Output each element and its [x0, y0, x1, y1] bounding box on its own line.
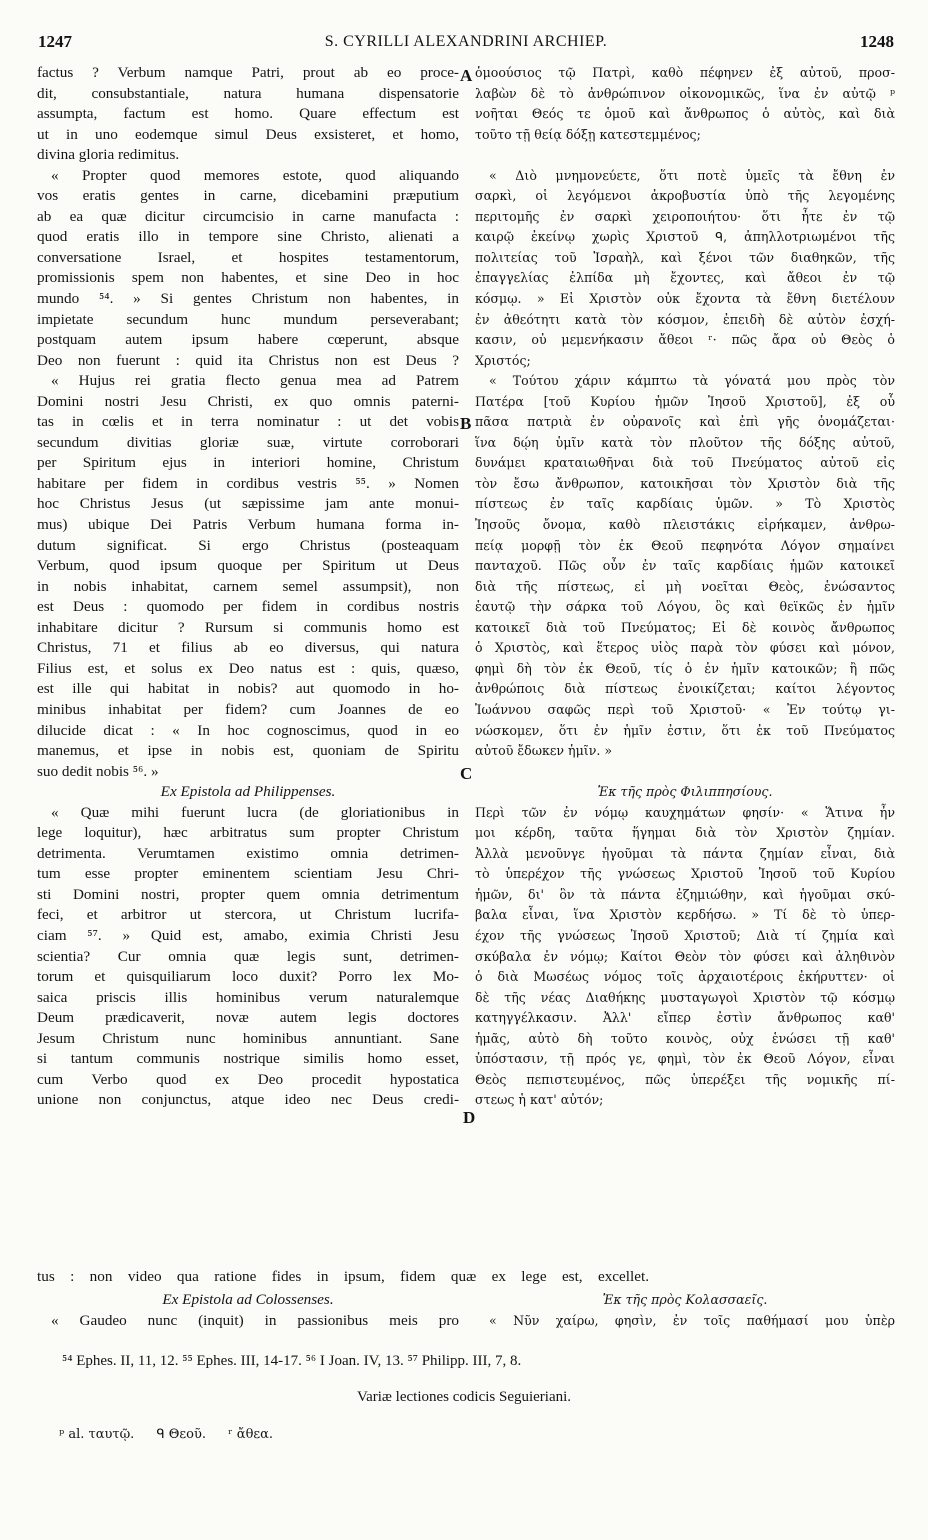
text-line: λαβὼν δὲ τὸ ἀνθρώπινον οἰκονομικῶς, ἵνα ἐν αὐτῷ ᵖ	[475, 85, 895, 101]
text-line: dutum significat. Si ergo Christus (posteaquam	[37, 536, 459, 554]
page-title: S. CYRILLI ALEXANDRINI ARCHIEP.	[324, 33, 608, 50]
section-heading: Ex Epistola ad Philippenses.	[160, 783, 336, 801]
text-line: αὐτοῦ ἔδωκεν ἡμῖν. »	[475, 743, 613, 759]
text-line: factus ? Verbum namque Patri, prout ab eo proce-	[37, 64, 459, 81]
text-line: σαρκὶ, οἱ λεγόμενοι ἀκροβυστία ὑπὸ τῆς λεγομένης	[475, 188, 895, 204]
text-line: περιτομῆς ἐν σαρκὶ χειροποιήτου· ὅτι ἦτε ἐν τῷ	[475, 208, 895, 224]
text-line: κασιν, οὐ μεμενήκασιν ἄθεοι ʳ· πῶς ἄρα οὐ Θεὸς ὁ	[475, 332, 895, 348]
section-heading: Ἐκ τῆς πρὸς Κολασσαεῖς.	[602, 1292, 768, 1307]
text-line: τὸ ὑπερέχον τῆς γνώσεως Χριστοῦ Ἰησοῦ τοῦ Κυρίου	[475, 866, 895, 882]
variant-readings-list	[59, 1427, 291, 1442]
text-line: Filius est, et solus ex Deo natus est : quis, quæso,	[37, 659, 459, 677]
text-line: πολιτείας τοῦ Ἰσραὴλ, καὶ ξένοι τῶν διαθηκῶν, τῆς	[475, 249, 895, 265]
text-line: Deo non fuerunt : quid ita Christus non est Deus ?	[37, 351, 459, 369]
text-line: « Propter quod memores estote, quod aliquando	[51, 166, 459, 184]
page-header	[38, 32, 894, 58]
text-line: έχον τῆς γνώσεως Ἰησοῦ Χριστοῦ; Διὰ τί ζημία καὶ	[475, 927, 895, 943]
text-line: assumpta, factum est homo. Quare effectum est	[37, 105, 459, 123]
text-line: ἡμᾶς, αὐτὸ δὴ τοῦτο κοινὸς, οὐχ ἑνώσει τῇ καθ'	[475, 1030, 895, 1046]
text-line: σκύβαλα ἐν νόμῳ; Καίτοι Θεὸν τὸν φύσει καὶ ἀληθινὸν	[475, 948, 895, 964]
text-line: mus) ubique Dei Patris Verbum humana forma in-	[37, 516, 459, 534]
text-line: per Spiritum ejus in interiori homine, Christum	[37, 454, 459, 472]
text-line: manemus, et ipse in nobis est, quoniam de Spiritu	[37, 742, 459, 760]
text-line	[475, 145, 895, 166]
text-line: πείᾳ μορφῇ τὸν ἐκ Θεοῦ πεφηνότα Λόγον σημαίνει	[475, 537, 895, 553]
text-line: Jesum Christum nunc hominibus annuntiant. Sane	[37, 1029, 459, 1047]
text-line: impietate secundum hunc mundum perseverabant;	[37, 310, 459, 328]
text-line: Πατέρα [τοῦ Κυρίου ἡμῶν Ἰησοῦ Χριστοῦ], ἐξ οὗ	[475, 393, 895, 409]
section-marker-c: C	[460, 764, 473, 783]
text-line: ἐν ἀθεότητι κατὰ τὸν κόσμον, ἐπειδὴ δὲ αὐτὸν ἐσχή-	[475, 311, 895, 327]
text-line: διὰ τῆς πίστεως, εἰ μὴ νοεῖται Θεὸς, ἑνώσαντος	[475, 578, 895, 594]
text-line: secundum divitias gloriæ suæ, virtute corroborari	[37, 433, 459, 451]
text-line: ὁ διὰ Μωσέως νόμος τοῖς ἀρχαιοτέροις ἐκήρυττεν· οἱ	[475, 969, 895, 985]
text-line: ἡμῶν, δι' ὃν τὰ πάντα ἐζημιώθην, καὶ ἡγοῦμαι σκύ-	[475, 886, 895, 902]
text-line: unione non conjunctus, atque ideo nec Deus credi-	[37, 1091, 459, 1109]
text-line: dit, consubstantiale, natura humana dispensatorie	[37, 84, 459, 102]
latin-column-continued	[37, 1290, 459, 1331]
text-line: in nobis inhabitat, carnem semel assumpsit), non	[37, 577, 459, 595]
greek-column	[475, 63, 895, 1111]
section-heading: Ἐκ τῆς πρὸς Φιλιππησίους.	[597, 784, 773, 800]
text-line: « Gaudeo nunc (inquit) in passionibus meis pro	[51, 1311, 459, 1329]
text-line: dilucide dicat : « In hoc cognoscimus, quod in eo	[37, 721, 459, 739]
text-line: « Τούτου χάριν κάμπτω τὰ γόνατά μου πρὸς τὸν	[489, 373, 895, 389]
text-line: Ἰησοῦς ὄνομα, καθὸ πλειστάκις εἰρήκαμεν, ἀνθρω-	[475, 517, 895, 533]
text-line: est ille qui habitat in nobis? aut quomodo in ho-	[37, 680, 459, 698]
text-line: κατηγγέλκασιν. Ἀλλ' εἴπερ ἐστὶν ἄνθρωπος καθ'	[475, 1010, 895, 1026]
section-marker-a: A	[460, 66, 473, 85]
text-line: Χριστός;	[475, 352, 531, 368]
footnote-references: ⁵⁴ Ephes. II, 11, 12. ⁵⁵ Ephes. III, 14-17. ⁵⁶ I Joan. IV, 13. ⁵⁷ Philipp. III, 7, 8.	[62, 1353, 522, 1369]
text-line: ab ea quæ dicitur circumcisio in carne manufacta :	[37, 207, 459, 225]
text-line: quod eratis illo in tempore sine Christo, alienati a	[37, 228, 459, 246]
text-line: divina gloria redimitus.	[37, 146, 180, 164]
text-line: inhabitare dicitur ? Rursum si communis homo est	[37, 618, 459, 636]
text-line: saica priscis illis hominibus verum naturalemque	[37, 988, 459, 1006]
variant-reading: ʳ ἄθεα.	[228, 1427, 274, 1442]
text-line: βαλα εἶναι, ἵνα Χριστὸν κερδήσω. » Τί δὲ τὸ ὑπερ-	[475, 907, 895, 923]
section-marker-d: D	[463, 1108, 476, 1127]
text-line: ὁ Χριστὸς, καὶ ἕτερος υἱὸς παρὰ τὸν φύσει καὶ μόνον,	[475, 640, 895, 656]
text-line: τοῦτο τῇ θείᾳ δόξῃ κατεστεμμένος;	[475, 126, 701, 142]
section-heading: Ex Epistola ad Colossenses.	[162, 1291, 334, 1308]
text-line: πᾶσα πατριὰ ἐν οὐρανοῖς καὶ ἐπὶ γῆς ὀνομάζεται·	[475, 414, 895, 430]
page-number-left: 1247	[38, 32, 72, 51]
text-line: δὲ τῆς νέας Διαθήκης μυσταγωγοὶ Χριστὸν τῷ κόσμῳ	[475, 989, 895, 1005]
text-line: φημὶ δὴ τὸν ἐκ Θεοῦ, τίς ὁ ἐν ἡμῖν κατοικῶν; ἢ πῶς	[475, 660, 895, 676]
text-line: καιρῷ ἐκείνῳ χωρὶς Χριστοῦ ᑫ, ἀπηλλοτριωμένοι τῆς	[475, 229, 895, 245]
text-line: vos eratis gentes in carne, dicebamini præputium	[37, 187, 459, 205]
variant-reading: ᑫ Θεοῦ.	[156, 1427, 207, 1442]
text-line: ὁμοούσιος τῷ Πατρὶ, καθὸ πέφηνεν ἐξ αὐτοῦ, προσ-	[475, 65, 895, 80]
text-line: μοι κέρδη, ταῦτα ἥγημαι διὰ τὸν Χριστὸν ζημίαν.	[475, 825, 895, 841]
text-line: ἀνθρώποις διὰ πίστεως ἐνοικίζεται; καίτοι λέγοντος	[475, 681, 895, 697]
text-line: Christus, 71 et filius ab eo diversus, qui natura	[37, 639, 459, 657]
text-line: Domini nostri Jesu Christi, ex quo omnis paterni-	[37, 392, 459, 410]
text-line: κόσμῳ. » Εἰ Χριστὸν οὐκ ἔχοντα τὰ ἔθνη διετέλουν	[475, 291, 895, 307]
greek-column-continued	[475, 1290, 895, 1331]
text-line: Περὶ τῶν ἐν νόμῳ καυχημάτων φησίν· « Ἅτινα ἦν	[475, 804, 895, 820]
text-line: « Quæ mihi fuerunt lucra (de gloriationibus in	[51, 803, 459, 821]
text-line: suo dedit nobis ⁵⁶. »	[37, 762, 159, 780]
latin-column	[37, 63, 459, 1111]
text-line: ἑαυτῷ τὴν σάρκα τοῦ Λόγου, ὃς καὶ θεϊκῶς ἐν ἡμῖν	[475, 599, 895, 615]
text-line: στεως ἡ κατ' αὐτόν;	[475, 1092, 604, 1108]
text-line: postquam autem ipsum habere cœperunt, absque	[37, 331, 459, 349]
text-line: ciam ⁵⁷. » Quid est, amabo, eximia Christi Jesu	[37, 926, 459, 944]
text-line	[475, 762, 895, 783]
text-line: « Hujus rei gratia flecto genua mea ad Patrem	[51, 372, 459, 390]
text-line: hoc Christus Jesus (ut sæpissime jam ante monui-	[37, 495, 459, 513]
text-line: scientia? Cur omnia quæ legis sunt, detrimen-	[37, 947, 459, 965]
text-line: « Διὸ μνημονεύετε, ὅτι ποτὲ ὑμεῖς τὰ ἔθνη ἐν	[489, 167, 895, 183]
text-line: conversatione Israel, et hospites testamentorum,	[37, 248, 459, 266]
text-line: est Deus : quomodo per fidem in cordibus nostris	[37, 598, 459, 616]
text-line: πανταχοῦ. Πῶς οὖν ἐν ταῖς καρδίαις ἡμῶν κατοικεῖ	[475, 558, 895, 574]
text-line: δυνάμει κραταιωθῆναι διὰ τοῦ Πνεύματος αὐτοῦ εἰς	[475, 455, 895, 471]
text-line: si tantum communis nostrique similis homo esset,	[37, 1050, 459, 1068]
text-line: habitare per fidem in cordibus vestris ⁵⁵. » Nomen	[37, 474, 459, 492]
text-line: ἵνα δῴη ὑμῖν κατὰ τὸν πλοῦτον τῆς δόξης αὐτοῦ,	[475, 434, 895, 450]
text-line: torum et quisquiliarum loco duxit? Porro lex Mo-	[37, 968, 459, 986]
text-line: cum Verbo quod ex Deo procedit hypostatica	[37, 1070, 459, 1088]
text-line: τὸν ἔσω ἄνθρωπον, κατοικῆσαι τὸν Χριστὸν διὰ τῆς	[475, 475, 895, 491]
text-line: minibus inhabitat per fidem? cum Joannes de eo	[37, 700, 459, 718]
text-line: πίστεως ἐν ταῖς καρδίαις ὑμῶν. » Τὸ Χριστὸς	[475, 496, 895, 512]
text-line: Ἀλλὰ μενοῦνγε ἡγοῦμαι τὰ πάντα ζημίαν εἶναι, διὰ	[475, 845, 895, 861]
text-line: « Νῦν χαίρω, φησὶν, ἐν τοῖς παθήμασί μου ὑπὲρ	[489, 1312, 895, 1328]
text-line: tas in cœlis et in terra nominatur : ut det vobis	[37, 413, 459, 431]
text-line: detrimenta. Verumtamen existimo omnia detrimen-	[37, 844, 459, 862]
variant-reading: ᵖ al. ταυτῷ.	[59, 1427, 135, 1442]
text-line: Ἰωάννου σαφῶς περὶ τοῦ Χριστοῦ· « Ἐν τούτῳ γι-	[475, 701, 895, 717]
text-line: Deum prædicaverit, novæ autem legis doctores	[37, 1009, 459, 1027]
text-line: Verbum, quod ipsum quoque per Spiritum ut Deus	[37, 557, 459, 575]
text-line: promissionis spem non habentes, et sine Deo in hoc	[37, 269, 459, 287]
text-line: mundo ⁵⁴. » Si gentes Christum non habentes, in	[37, 290, 459, 308]
text-line: feci, et arbitror ut stercora, ut Christum lucrifa-	[37, 906, 459, 924]
text-line: lege loquitur), hæc arbitratus sum propter Christum	[37, 824, 459, 842]
text-line: sti Domini nostri, propter quem omnia detrimentum	[37, 885, 459, 903]
text-line: νώσκομεν, ὅτι ἐν ἡμῖν ἐστιν, ὅτι ἐκ τοῦ Πνεύματος	[475, 722, 895, 738]
text-line: ἐπαγγελίας ἐλπίδα μὴ ἔχοντες, καὶ ἄθεοι ἐν τῷ	[475, 270, 895, 286]
page-number-right: 1248	[860, 32, 894, 51]
text-line: κατοικεῖ διὰ τοῦ Πνεύματος; Εἰ δὲ κοινὸς ἄνθρωπος	[475, 619, 895, 635]
latin-spanning-line: tus : non video qua ratione fides in ipsum, fidem quæ ex lege est, excellet.	[37, 1268, 649, 1285]
text-line: Θεὸς πεπιστευμένος, πῶς ὑπερέξει τῆς νομικῆς πί-	[475, 1071, 895, 1087]
text-line: ut in uno eodemque simul Deus exsisteret, et homo,	[37, 125, 459, 143]
variant-readings-title: Variæ lectiones codicis Seguieriani.	[356, 1389, 572, 1405]
section-marker-b: B	[460, 414, 472, 433]
text-line: νοῆται Θεός τε ὁμοῦ καὶ ἄνθρωπος ὁ αὐτὸς, καὶ διὰ	[475, 106, 895, 122]
text-line: ὑπόστασιν, τῇ πρός γε, φημὶ, τὸν ἐκ Θεοῦ Λόγον, εἶναι	[475, 1051, 895, 1067]
text-line: tum esse propter eminentem scientiam Jesu Chri-	[37, 865, 459, 883]
